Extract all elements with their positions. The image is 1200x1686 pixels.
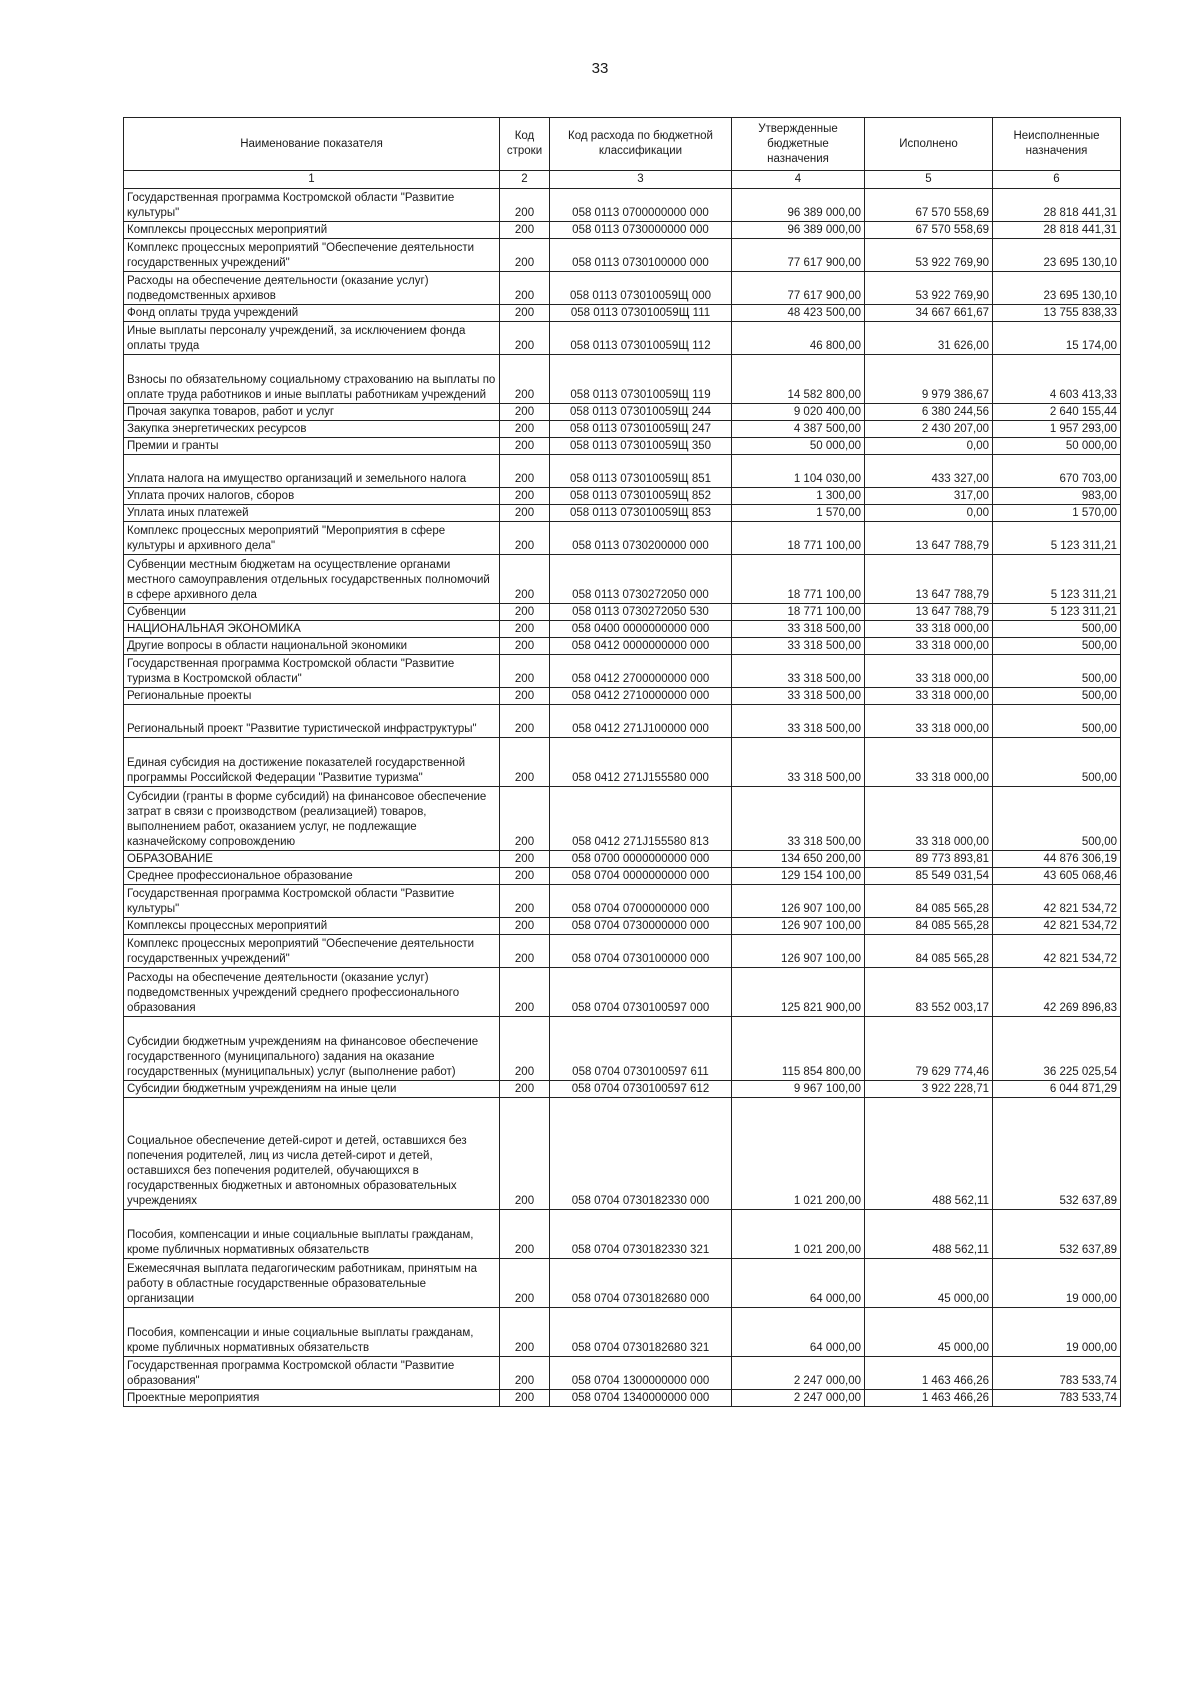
cell-classification-code: 058 0700 0000000000 000 (550, 851, 732, 868)
cell-unexecuted: 783 533,74 (993, 1357, 1121, 1390)
cell-row-code: 200 (500, 305, 550, 322)
cell-classification-code: 058 0704 1300000000 000 (550, 1357, 732, 1390)
cell-unexecuted: 670 703,00 (993, 455, 1121, 488)
cell-name: Субвенции местным бюджетам на осуществление органами местного самоуправления отдельных государственных полномочий в сфере архивного дела (124, 555, 500, 604)
cell-classification-code: 058 0113 073010059Щ 852 (550, 488, 732, 505)
cell-approved: 64 000,00 (732, 1259, 865, 1308)
cell-unexecuted: 532 637,89 (993, 1098, 1121, 1210)
cell-row-code: 200 (500, 705, 550, 738)
cell-unexecuted: 42 821 534,72 (993, 918, 1121, 935)
cell-row-code: 200 (500, 1210, 550, 1259)
cell-row-code: 200 (500, 688, 550, 705)
cell-name: Региональный проект "Развитие туристической инфраструктуры" (124, 705, 500, 738)
table-column-numbers-row (124, 171, 1121, 189)
cell-classification-code: 058 0704 0730182680 000 (550, 1259, 732, 1308)
cell-unexecuted: 23 695 130,10 (993, 272, 1121, 305)
table-row (124, 918, 1121, 935)
cell-row-code: 200 (500, 968, 550, 1017)
cell-approved: 4 387 500,00 (732, 421, 865, 438)
cell-unexecuted: 43 605 068,46 (993, 868, 1121, 885)
header-row-code: Код строки (500, 118, 550, 171)
cell-name: Комплекс процессных мероприятий "Обеспечение деятельности государственных учреждений" (124, 239, 500, 272)
table-row (124, 222, 1121, 239)
cell-classification-code: 058 0113 073010059Щ 119 (550, 355, 732, 404)
column-number: 4 (732, 171, 865, 189)
cell-approved: 33 318 500,00 (732, 655, 865, 688)
header-name: Наименование показателя (124, 118, 500, 171)
cell-executed: 45 000,00 (865, 1308, 993, 1357)
cell-executed: 33 318 000,00 (865, 688, 993, 705)
cell-classification-code: 058 0113 073010059Щ 112 (550, 322, 732, 355)
cell-name: Субсидии (гранты в форме субсидий) на финансовое обеспечение затрат в связи с производством (реализацией) товаров, выполнением работ, оказанием услуг, не подлежащие казначейскому сопровождению (124, 787, 500, 851)
cell-row-code: 200 (500, 885, 550, 918)
cell-row-code: 200 (500, 787, 550, 851)
cell-classification-code: 058 0400 0000000000 000 (550, 621, 732, 638)
cell-approved: 48 423 500,00 (732, 305, 865, 322)
cell-classification-code: 058 0113 0730272050 530 (550, 604, 732, 621)
cell-executed: 33 318 000,00 (865, 787, 993, 851)
cell-unexecuted: 19 000,00 (993, 1259, 1121, 1308)
cell-executed: 85 549 031,54 (865, 868, 993, 885)
cell-classification-code: 058 0704 0730100597 611 (550, 1017, 732, 1081)
cell-unexecuted: 532 637,89 (993, 1210, 1121, 1259)
cell-approved: 33 318 500,00 (732, 621, 865, 638)
cell-name: Расходы на обеспечение деятельности (оказание услуг) подведомственных учреждений среднего профессионального образования (124, 968, 500, 1017)
header-approved: Утвержденные бюджетные назначения (732, 118, 865, 171)
cell-executed: 13 647 788,79 (865, 522, 993, 555)
column-number: 3 (550, 171, 732, 189)
cell-unexecuted: 1 957 293,00 (993, 421, 1121, 438)
column-number: 1 (124, 171, 500, 189)
cell-row-code: 200 (500, 655, 550, 688)
cell-unexecuted: 36 225 025,54 (993, 1017, 1121, 1081)
cell-unexecuted: 500,00 (993, 688, 1121, 705)
cell-unexecuted: 6 044 871,29 (993, 1081, 1121, 1098)
cell-row-code: 200 (500, 935, 550, 968)
table-row (124, 655, 1121, 688)
cell-name: Премии и гранты (124, 438, 500, 455)
cell-approved: 33 318 500,00 (732, 787, 865, 851)
cell-approved: 96 389 000,00 (732, 189, 865, 222)
cell-name: Комплексы процессных мероприятий (124, 222, 500, 239)
column-number: 6 (993, 171, 1121, 189)
cell-row-code: 200 (500, 851, 550, 868)
cell-approved: 33 318 500,00 (732, 705, 865, 738)
cell-classification-code: 058 0113 073010059Щ 247 (550, 421, 732, 438)
page-number: 33 (591, 60, 609, 77)
cell-unexecuted: 783 533,74 (993, 1390, 1121, 1407)
cell-unexecuted: 13 755 838,33 (993, 305, 1121, 322)
cell-row-code: 200 (500, 868, 550, 885)
cell-name: Субсидии бюджетным учреждениям на финансовое обеспечение государственного (муниципального) задания на оказание государственных (муниципальных) услуг (выполнение работ) (124, 1017, 500, 1081)
cell-unexecuted: 5 123 311,21 (993, 555, 1121, 604)
table-row (124, 885, 1121, 918)
cell-executed: 488 562,11 (865, 1098, 993, 1210)
cell-executed: 83 552 003,17 (865, 968, 993, 1017)
cell-classification-code: 058 0113 073010059Щ 111 (550, 305, 732, 322)
table-row (124, 455, 1121, 488)
cell-row-code: 200 (500, 1017, 550, 1081)
cell-approved: 46 800,00 (732, 322, 865, 355)
cell-name: ОБРАЗОВАНИЕ (124, 851, 500, 868)
cell-row-code: 200 (500, 1098, 550, 1210)
cell-unexecuted: 500,00 (993, 638, 1121, 655)
cell-name: Пособия, компенсации и иные социальные выплаты гражданам, кроме публичных нормативных обязательств (124, 1308, 500, 1357)
cell-approved: 2 247 000,00 (732, 1357, 865, 1390)
cell-approved: 129 154 100,00 (732, 868, 865, 885)
table-row (124, 488, 1121, 505)
cell-row-code: 200 (500, 421, 550, 438)
table-row (124, 322, 1121, 355)
cell-row-code: 200 (500, 1081, 550, 1098)
cell-row-code: 200 (500, 555, 550, 604)
cell-executed: 31 626,00 (865, 322, 993, 355)
cell-row-code: 200 (500, 239, 550, 272)
cell-row-code: 200 (500, 621, 550, 638)
table-row (124, 851, 1121, 868)
cell-classification-code: 058 0704 0730100597 612 (550, 1081, 732, 1098)
cell-classification-code: 058 0704 0730100597 000 (550, 968, 732, 1017)
cell-classification-code: 058 0113 0730000000 000 (550, 222, 732, 239)
cell-name: Прочая закупка товаров, работ и услуг (124, 404, 500, 421)
cell-name: Взносы по обязательному социальному страхованию на выплаты по оплате труда работников и иные выплаты работникам учреждений (124, 355, 500, 404)
cell-name: Государственная программа Костромской области "Развитие туризма в Костромской области" (124, 655, 500, 688)
cell-name: Проектные мероприятия (124, 1390, 500, 1407)
cell-row-code: 200 (500, 355, 550, 404)
cell-approved: 14 582 800,00 (732, 355, 865, 404)
cell-approved: 1 570,00 (732, 505, 865, 522)
table-row (124, 705, 1121, 738)
cell-approved: 1 021 200,00 (732, 1210, 865, 1259)
cell-executed: 317,00 (865, 488, 993, 505)
cell-name: Среднее профессиональное образование (124, 868, 500, 885)
cell-unexecuted: 15 174,00 (993, 322, 1121, 355)
header-unexecuted: Неисполненные назначения (993, 118, 1121, 171)
table-row (124, 968, 1121, 1017)
cell-classification-code: 058 0113 073010059Щ 853 (550, 505, 732, 522)
cell-unexecuted: 983,00 (993, 488, 1121, 505)
cell-approved: 18 771 100,00 (732, 604, 865, 621)
cell-executed: 67 570 558,69 (865, 189, 993, 222)
cell-classification-code: 058 0704 0730000000 000 (550, 918, 732, 935)
table-row (124, 305, 1121, 322)
header-classification-code: Код расхода по бюджетной классификации (550, 118, 732, 171)
cell-row-code: 200 (500, 1357, 550, 1390)
cell-row-code: 200 (500, 189, 550, 222)
cell-approved: 33 318 500,00 (732, 738, 865, 787)
cell-unexecuted: 500,00 (993, 621, 1121, 638)
cell-classification-code: 058 0704 1340000000 000 (550, 1390, 732, 1407)
cell-unexecuted: 28 818 441,31 (993, 189, 1121, 222)
cell-name: Уплата прочих налогов, сборов (124, 488, 500, 505)
cell-row-code: 200 (500, 918, 550, 935)
cell-unexecuted: 500,00 (993, 787, 1121, 851)
cell-name: Социальное обеспечение детей-сирот и детей, оставшихся без попечения родителей, лиц из числа детей-сирот и детей, оставшихся без попечения родителей, обучающихся в государственных бюджетных и автономных образовательных учреждениях (124, 1098, 500, 1210)
cell-executed: 0,00 (865, 505, 993, 522)
cell-executed: 433 327,00 (865, 455, 993, 488)
cell-executed: 33 318 000,00 (865, 738, 993, 787)
table-row (124, 688, 1121, 705)
cell-executed: 3 922 228,71 (865, 1081, 993, 1098)
cell-approved: 134 650 200,00 (732, 851, 865, 868)
table-row (124, 438, 1121, 455)
cell-row-code: 200 (500, 522, 550, 555)
table-row (124, 522, 1121, 555)
cell-row-code: 200 (500, 222, 550, 239)
cell-classification-code: 058 0412 2710000000 000 (550, 688, 732, 705)
cell-classification-code: 058 0704 0730182680 321 (550, 1308, 732, 1357)
cell-approved: 115 854 800,00 (732, 1017, 865, 1081)
table-row (124, 638, 1121, 655)
cell-approved: 126 907 100,00 (732, 935, 865, 968)
cell-classification-code: 058 0704 0700000000 000 (550, 885, 732, 918)
cell-name: Уплата налога на имущество организаций и земельного налога (124, 455, 500, 488)
cell-executed: 2 430 207,00 (865, 421, 993, 438)
cell-executed: 45 000,00 (865, 1259, 993, 1308)
cell-executed: 1 463 466,26 (865, 1357, 993, 1390)
cell-executed: 34 667 661,67 (865, 305, 993, 322)
table-row (124, 239, 1121, 272)
cell-executed: 33 318 000,00 (865, 705, 993, 738)
cell-name: Региональные проекты (124, 688, 500, 705)
cell-row-code: 200 (500, 404, 550, 421)
cell-unexecuted: 500,00 (993, 738, 1121, 787)
cell-classification-code: 058 0113 0730200000 000 (550, 522, 732, 555)
cell-name: Комплекс процессных мероприятий "Мероприятия в сфере культуры и архивного дела" (124, 522, 500, 555)
cell-approved: 125 821 900,00 (732, 968, 865, 1017)
cell-row-code: 200 (500, 638, 550, 655)
cell-executed: 53 922 769,90 (865, 239, 993, 272)
cell-classification-code: 058 0113 0700000000 000 (550, 189, 732, 222)
cell-name: Государственная программа Костромской области "Развитие культуры" (124, 189, 500, 222)
cell-unexecuted: 5 123 311,21 (993, 604, 1121, 621)
header-executed: Исполнено (865, 118, 993, 171)
cell-executed: 13 647 788,79 (865, 604, 993, 621)
table-row (124, 868, 1121, 885)
cell-classification-code: 058 0113 0730100000 000 (550, 239, 732, 272)
column-number: 2 (500, 171, 550, 189)
table-row (124, 1259, 1121, 1308)
cell-name: Ежемесячная выплата педагогическим работникам, принятым на работу в областные государственные образовательные организации (124, 1259, 500, 1308)
cell-unexecuted: 19 000,00 (993, 1308, 1121, 1357)
cell-classification-code: 058 0113 0730272050 000 (550, 555, 732, 604)
cell-executed: 89 773 893,81 (865, 851, 993, 868)
cell-approved: 1 104 030,00 (732, 455, 865, 488)
cell-row-code: 200 (500, 604, 550, 621)
table-row (124, 1098, 1121, 1210)
table-row (124, 555, 1121, 604)
cell-approved: 1 300,00 (732, 488, 865, 505)
cell-unexecuted: 23 695 130,10 (993, 239, 1121, 272)
cell-executed: 1 463 466,26 (865, 1390, 993, 1407)
cell-classification-code: 058 0412 2700000000 000 (550, 655, 732, 688)
table-row (124, 604, 1121, 621)
cell-row-code: 200 (500, 272, 550, 305)
cell-executed: 53 922 769,90 (865, 272, 993, 305)
cell-unexecuted: 1 570,00 (993, 505, 1121, 522)
cell-approved: 77 617 900,00 (732, 272, 865, 305)
table-row (124, 421, 1121, 438)
table-row (124, 404, 1121, 421)
cell-classification-code: 058 0113 073010059Щ 350 (550, 438, 732, 455)
cell-unexecuted: 44 876 306,19 (993, 851, 1121, 868)
cell-classification-code: 058 0412 0000000000 000 (550, 638, 732, 655)
cell-row-code: 200 (500, 505, 550, 522)
table-row (124, 787, 1121, 851)
cell-executed: 33 318 000,00 (865, 655, 993, 688)
table-row (124, 935, 1121, 968)
cell-executed: 84 085 565,28 (865, 935, 993, 968)
table-row (124, 1357, 1121, 1390)
cell-row-code: 200 (500, 488, 550, 505)
cell-classification-code: 058 0113 073010059Щ 851 (550, 455, 732, 488)
cell-row-code: 200 (500, 1259, 550, 1308)
table-row (124, 621, 1121, 638)
cell-approved: 2 247 000,00 (732, 1390, 865, 1407)
cell-executed: 0,00 (865, 438, 993, 455)
cell-approved: 18 771 100,00 (732, 522, 865, 555)
cell-executed: 6 380 244,56 (865, 404, 993, 421)
cell-approved: 33 318 500,00 (732, 638, 865, 655)
cell-row-code: 200 (500, 738, 550, 787)
cell-name: Государственная программа Костромской области "Развитие образования" (124, 1357, 500, 1390)
cell-unexecuted: 42 821 534,72 (993, 935, 1121, 968)
cell-row-code: 200 (500, 1390, 550, 1407)
table-header-row (124, 118, 1121, 171)
cell-executed: 84 085 565,28 (865, 885, 993, 918)
cell-name: Уплата иных платежей (124, 505, 500, 522)
cell-approved: 1 021 200,00 (732, 1098, 865, 1210)
table-row (124, 738, 1121, 787)
table-row (124, 189, 1121, 222)
cell-classification-code: 058 0412 271J155580 813 (550, 787, 732, 851)
table-row (124, 1017, 1121, 1081)
cell-executed: 488 562,11 (865, 1210, 993, 1259)
table-body (124, 189, 1121, 1407)
cell-classification-code: 058 0704 0000000000 000 (550, 868, 732, 885)
cell-approved: 126 907 100,00 (732, 885, 865, 918)
cell-row-code: 200 (500, 322, 550, 355)
cell-classification-code: 058 0704 0730182330 321 (550, 1210, 732, 1259)
cell-name: Комплекс процессных мероприятий "Обеспечение деятельности государственных учреждений" (124, 935, 500, 968)
table-row (124, 355, 1121, 404)
table-row (124, 1210, 1121, 1259)
cell-unexecuted: 2 640 155,44 (993, 404, 1121, 421)
cell-executed: 79 629 774,46 (865, 1017, 993, 1081)
cell-name: Субсидии бюджетным учреждениям на иные цели (124, 1081, 500, 1098)
table-row (124, 272, 1121, 305)
cell-unexecuted: 500,00 (993, 705, 1121, 738)
cell-name: Другие вопросы в области национальной экономики (124, 638, 500, 655)
cell-name: Расходы на обеспечение деятельности (оказание услуг) подведомственных архивов (124, 272, 500, 305)
cell-approved: 126 907 100,00 (732, 918, 865, 935)
cell-approved: 18 771 100,00 (732, 555, 865, 604)
cell-approved: 9 020 400,00 (732, 404, 865, 421)
budget-execution-table (123, 117, 1121, 1407)
cell-unexecuted: 28 818 441,31 (993, 222, 1121, 239)
cell-name: Субвенции (124, 604, 500, 621)
cell-unexecuted: 4 603 413,33 (993, 355, 1121, 404)
cell-name: НАЦИОНАЛЬНАЯ ЭКОНОМИКА (124, 621, 500, 638)
cell-executed: 67 570 558,69 (865, 222, 993, 239)
cell-executed: 33 318 000,00 (865, 638, 993, 655)
cell-classification-code: 058 0412 271J155580 000 (550, 738, 732, 787)
cell-executed: 9 979 386,67 (865, 355, 993, 404)
cell-approved: 64 000,00 (732, 1308, 865, 1357)
cell-executed: 84 085 565,28 (865, 918, 993, 935)
cell-name: Пособия, компенсации и иные социальные выплаты гражданам, кроме публичных нормативных обязательств (124, 1210, 500, 1259)
cell-classification-code: 058 0113 073010059Щ 000 (550, 272, 732, 305)
cell-name: Государственная программа Костромской области "Развитие культуры" (124, 885, 500, 918)
cell-row-code: 200 (500, 438, 550, 455)
cell-row-code: 200 (500, 455, 550, 488)
cell-name: Комплексы процессных мероприятий (124, 918, 500, 935)
cell-name: Единая субсидия на достижение показателей государственной программы Российской Федерации "Развитие туризма" (124, 738, 500, 787)
cell-classification-code: 058 0412 271J100000 000 (550, 705, 732, 738)
cell-classification-code: 058 0704 0730100000 000 (550, 935, 732, 968)
table-row (124, 505, 1121, 522)
cell-approved: 9 967 100,00 (732, 1081, 865, 1098)
cell-name: Иные выплаты персоналу учреждений, за исключением фонда оплаты труда (124, 322, 500, 355)
cell-approved: 33 318 500,00 (732, 688, 865, 705)
cell-unexecuted: 42 821 534,72 (993, 885, 1121, 918)
cell-executed: 33 318 000,00 (865, 621, 993, 638)
cell-approved: 77 617 900,00 (732, 239, 865, 272)
table-row (124, 1390, 1121, 1407)
cell-classification-code: 058 0704 0730182330 000 (550, 1098, 732, 1210)
cell-unexecuted: 500,00 (993, 655, 1121, 688)
cell-unexecuted: 42 269 896,83 (993, 968, 1121, 1017)
column-number: 5 (865, 171, 993, 189)
cell-name: Закупка энергетических ресурсов (124, 421, 500, 438)
cell-approved: 96 389 000,00 (732, 222, 865, 239)
table-row (124, 1308, 1121, 1357)
cell-name: Фонд оплаты труда учреждений (124, 305, 500, 322)
cell-approved: 50 000,00 (732, 438, 865, 455)
cell-unexecuted: 50 000,00 (993, 438, 1121, 455)
cell-unexecuted: 5 123 311,21 (993, 522, 1121, 555)
table-row (124, 1081, 1121, 1098)
cell-executed: 13 647 788,79 (865, 555, 993, 604)
cell-classification-code: 058 0113 073010059Щ 244 (550, 404, 732, 421)
cell-row-code: 200 (500, 1308, 550, 1357)
